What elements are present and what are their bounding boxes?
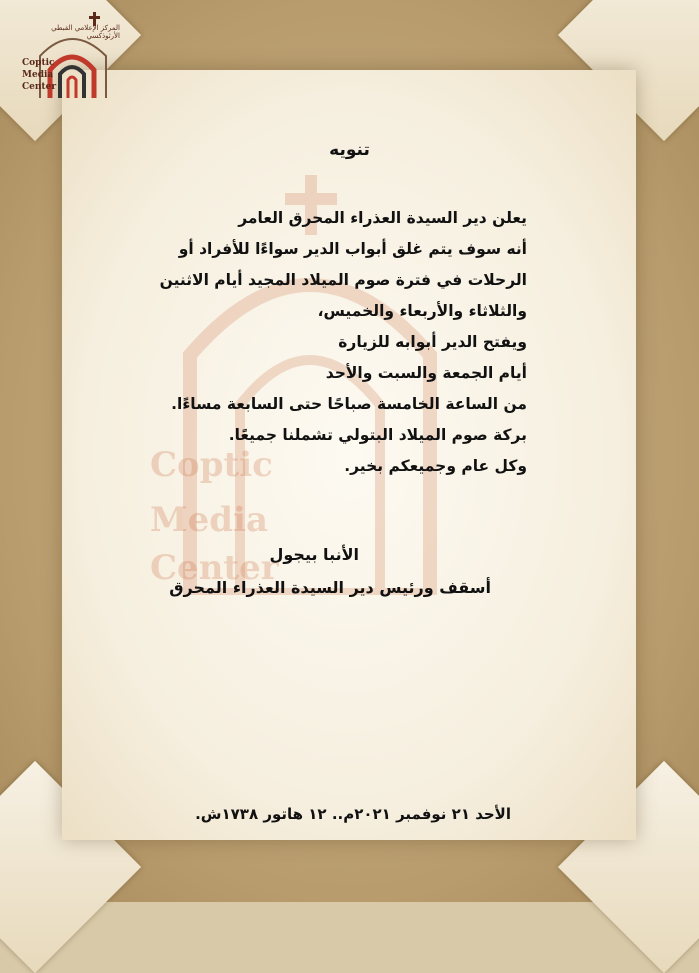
body-line: وكل عام وجميعكم بخير. <box>344 457 527 475</box>
logo <box>10 8 120 103</box>
body-line: والثلاثاء والأربعاء والخميس، <box>317 302 527 320</box>
watermark-text: Coptic <box>150 445 273 485</box>
body-line: بركة صوم الميلاد البتولي تشملنا جميعًا. <box>228 426 527 444</box>
logo-text-line: Media <box>22 70 54 80</box>
logo-text-line: Coptic <box>22 58 55 68</box>
document-body <box>87 203 527 482</box>
document-date: الأحد ٢١ نوفمبر ٢٠٢١م.. ١٢ هاتور ١٧٣٨ش. <box>195 805 511 823</box>
body-line: أيام الجمعة والسبت والأحد <box>325 364 527 382</box>
signature-name: الأنبا بيجول <box>269 545 359 564</box>
document-title: تنويه <box>329 140 370 160</box>
signature-title: أسقف ورئيس دير السيدة العذراء المحرق <box>169 578 491 597</box>
body-line: الرحلات في فترة صوم الميلاد المجيد أيام الاثنين <box>159 271 527 289</box>
body-line: من الساعة الخامسة صباحًا حتى السابعة مساءًا. <box>171 395 527 413</box>
watermark-text: Media <box>150 500 268 540</box>
watermark-text: Center <box>150 548 279 588</box>
body-line: أنه سوف يتم غلق أبواب الدير سواءًا للأفراد أو <box>178 240 527 258</box>
logo-text-line: Center <box>22 82 57 92</box>
body-line: ويفتح الدير أبوابه للزيارة <box>338 333 527 351</box>
body-line: يعلن دير السيدة العذراء المحرق العامر <box>238 209 527 227</box>
logo-arabic-text: المركز الإعلامي القبطي الأرثوذكسي <box>51 24 120 40</box>
